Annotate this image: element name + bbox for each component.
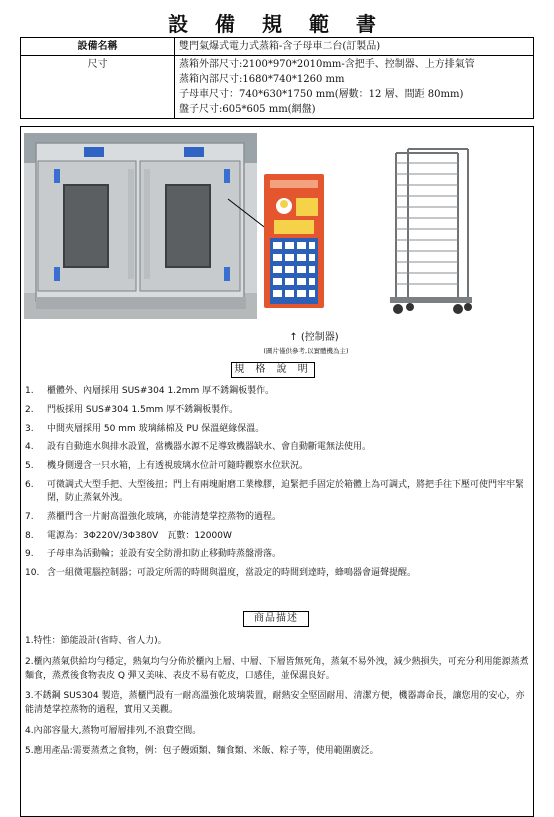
image-disclaimer: (圖片僅供參考,以實體機為主) [263,347,349,355]
list-item: 1. 櫃體外、內層採用 SUS#304 1.2mm 厚不銹鋼板製作。 [25,386,275,396]
size-line: 盤子尺寸:605*605 mm(網盤) [179,104,316,115]
steam-cabinet-image [24,133,257,319]
equipment-name-value: 雙門氣爆式電力式蒸箱-含子母車二台(訂製品) [175,38,534,56]
controller-caption: ↑ (控制器) [289,332,339,343]
description-paragraph: 5.應用產品:需要蒸煮之食物，例：包子饅頭類、麵食類、米飯、粽子等，使用範圍廣泛。 [25,746,379,756]
list-item: 5. 機身側邊含一只水箱，上有透視玻璃水位計可隨時觀察水位狀況。 [25,461,309,472]
description-paragraph: 2.櫃內蒸氣供給均勻穩定，熱氣均勻分佈於櫃內上層、中層、下層皆無死角，蒸氣不易外洩，減少熱損失，可充分利用能源蒸煮麵食，蒸煮後食物表皮 Q 彈又美味、表皮不易有乾皮，口感佳，並保濕良好。 [25,656,529,681]
size-values [175,56,534,119]
list-item: 7. 蒸櫃門含一片耐高溫強化玻璃，亦能清楚掌控蒸物的過程。 [25,511,282,522]
size-line: 蒸箱外部尺寸:2100*970*2010mm-含把手、控制器、上方排氣管 [179,59,475,70]
description-paragraph: 3.不銹鋼 SUS304 製造，蒸櫃門設有一耐高溫強化玻璃裝置，耐熱安全堅固耐用、清潔方便，機器壽命長，讓您用的安心，亦能清楚掌控蒸物的過程，實用又美觀。 [25,691,525,715]
controller-panel-image [264,174,324,308]
list-item: 9. 子母車為活動輪；並設有安全防滑扣防止移動時蒸盤滑落。 [25,549,282,560]
equipment-name-label: 設備名稱 [21,38,175,56]
spec-list [21,385,535,586]
trolley-rack-image [388,147,474,317]
size-line: 子母車尺寸：740*630*1750 mm(層數：12 層、間距 80mm) [179,89,464,100]
description-paragraph: 1.特性：節能設計(省時、省人力)。 [25,636,167,646]
product-section [20,126,534,817]
table-row [21,38,534,56]
size-label: 尺寸 [21,56,175,119]
list-item: 10. 含一組微電腦控制器；可設定所需的時間與溫度，當設定的時間到達時，蜂鳴器會逼聲提醒。 [25,568,417,579]
list-item: 6. 可微調式大型手把、大型後扭；門上有兩塊耐磨工業橡膠，迫緊把手固定於箱體上為可調式，將把手往下壓可使門牢牢緊閉，防止蒸氣外洩。 [25,479,525,503]
spec-table [20,37,534,119]
document-title: 設 備 規 範 書 [168,12,386,36]
size-line: 蒸箱內部尺寸:1680*740*1260 mm [179,74,345,85]
list-item: 8. 電源為：3Φ220V/3Φ380V 瓦數：12000W [25,530,232,541]
list-item: 2. 門板採用 SUS#304 1.5mm 厚不銹鋼板製作。 [25,404,239,415]
list-item: 4. 設有自動進水與排水設置，當機器水源不足導致機器缺水、會自動斷電無法使用。 [25,442,372,453]
description-section [25,634,529,765]
description-paragraph: 4.內部容量大,蒸物可層層排列,不浪費空間。 [25,725,202,736]
list-item: 3. 中間夾層採用 50 mm 玻璃絲棉及 PU 保溫絕緣保溫。 [25,423,265,434]
table-row [21,56,534,119]
description-heading: 商品描述 [243,611,309,627]
spec-heading: 規 格 說 明 [231,362,315,378]
